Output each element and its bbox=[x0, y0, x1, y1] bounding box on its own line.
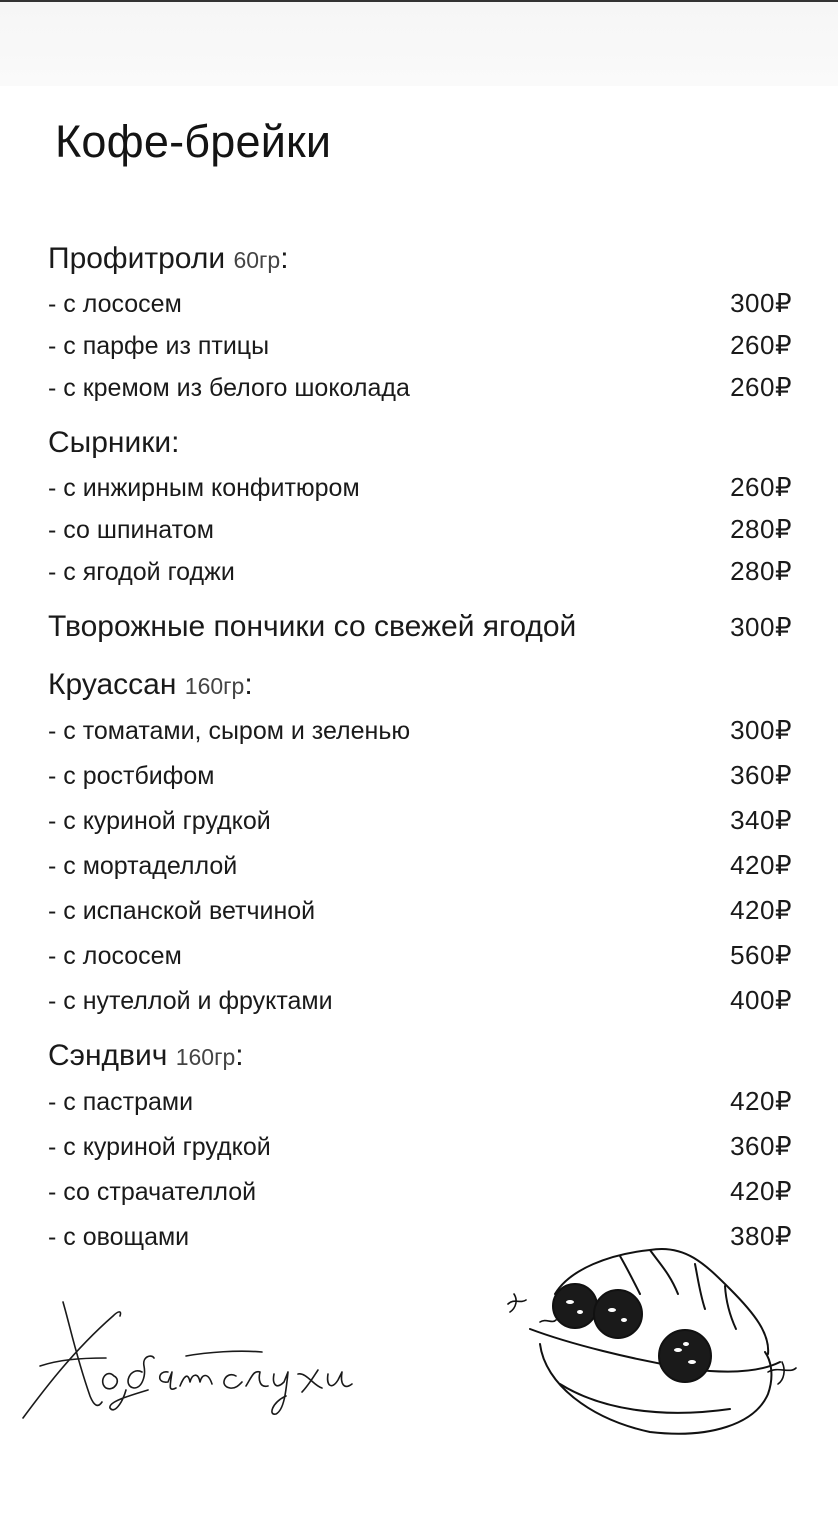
item-price: 300₽ bbox=[730, 612, 792, 642]
item-price: 360₽ bbox=[730, 1131, 792, 1161]
item-label: - с лососем bbox=[48, 290, 182, 318]
item-price: 260₽ bbox=[730, 472, 792, 502]
item-label: - со страчателлой bbox=[48, 1178, 257, 1206]
item-label: - с испанской ветчиной bbox=[48, 897, 316, 925]
item-price: 400₽ bbox=[730, 985, 792, 1015]
menu-item bbox=[48, 1169, 792, 1214]
section-heading bbox=[48, 662, 792, 708]
item-label: - с парфе из птицы bbox=[48, 332, 270, 360]
section-sandwich bbox=[48, 1033, 792, 1259]
section-weight: 60гр bbox=[233, 247, 281, 273]
signature-logo bbox=[18, 1296, 418, 1426]
menu-item bbox=[48, 282, 792, 324]
section-syrniki bbox=[48, 420, 792, 592]
section-suffix: : bbox=[235, 1039, 244, 1072]
section-title-wrap bbox=[48, 1033, 244, 1080]
menu-item bbox=[48, 933, 792, 978]
item-price: 260₽ bbox=[730, 372, 792, 402]
item-price: 300₽ bbox=[730, 288, 792, 318]
section-weight: 160гр bbox=[184, 673, 245, 699]
item-label: - с пастрами bbox=[48, 1088, 194, 1116]
item-price: 360₽ bbox=[730, 760, 792, 790]
menu-item bbox=[48, 888, 792, 933]
menu-item bbox=[48, 366, 792, 408]
item-label: - с куриной грудкой bbox=[48, 1133, 271, 1161]
menu-item bbox=[48, 708, 792, 753]
section-donuts bbox=[48, 604, 792, 650]
section-heading bbox=[48, 604, 792, 650]
item-price: 280₽ bbox=[730, 556, 792, 586]
section-title: Творожные пончики со свежей ягодой bbox=[48, 610, 577, 643]
item-label: - со шпинатом bbox=[48, 516, 214, 544]
menu-item bbox=[48, 753, 792, 798]
section-title: Круассан bbox=[48, 668, 177, 701]
croissant-sandwich-icon bbox=[500, 1234, 800, 1444]
menu-list bbox=[48, 236, 792, 1259]
menu-item bbox=[48, 798, 792, 843]
section-title-wrap bbox=[48, 662, 253, 709]
item-label: - с ягодой годжи bbox=[48, 558, 235, 586]
menu-item bbox=[48, 466, 792, 508]
menu-item bbox=[48, 324, 792, 366]
menu-item bbox=[48, 843, 792, 888]
item-price: 420₽ bbox=[730, 1176, 792, 1206]
section-heading bbox=[48, 1033, 792, 1079]
item-price: 420₽ bbox=[730, 895, 792, 925]
item-price: 420₽ bbox=[730, 1086, 792, 1116]
item-label: - с овощами bbox=[48, 1223, 190, 1251]
page-title: Кофе-брейки bbox=[55, 116, 332, 167]
item-price: 260₽ bbox=[730, 330, 792, 360]
top-band bbox=[0, 0, 838, 86]
section-heading bbox=[48, 236, 792, 282]
menu-item bbox=[48, 1079, 792, 1124]
section-suffix: : bbox=[280, 242, 289, 275]
menu-item bbox=[48, 978, 792, 1023]
item-price: 280₽ bbox=[730, 514, 792, 544]
item-label: - с инжирным конфитюром bbox=[48, 474, 360, 502]
section-croissant bbox=[48, 662, 792, 1023]
item-label: - с ростбифом bbox=[48, 762, 215, 790]
section-profiteroles bbox=[48, 236, 792, 408]
section-heading bbox=[48, 420, 792, 466]
item-label: - с кремом из белого шоколада bbox=[48, 374, 410, 402]
item-price: 380₽ bbox=[730, 1221, 792, 1251]
section-title-wrap bbox=[48, 236, 289, 283]
section-suffix: : bbox=[244, 668, 253, 701]
section-title: Профитроли bbox=[48, 242, 226, 275]
item-price: 300₽ bbox=[730, 715, 792, 745]
item-label: - с нутеллой и фруктами bbox=[48, 987, 333, 1015]
item-price: 340₽ bbox=[730, 805, 792, 835]
item-label: - с мортаделлой bbox=[48, 852, 238, 880]
menu-item bbox=[48, 550, 792, 592]
item-price: 420₽ bbox=[730, 850, 792, 880]
item-label: - с лососем bbox=[48, 942, 182, 970]
section-title: Сырники: bbox=[48, 426, 180, 459]
menu-item bbox=[48, 1124, 792, 1169]
item-label: - с томатами, сыром и зеленью bbox=[48, 717, 411, 745]
item-price: 560₽ bbox=[730, 940, 792, 970]
menu-item bbox=[48, 508, 792, 550]
item-label: - с куриной грудкой bbox=[48, 807, 271, 835]
section-weight: 160гр bbox=[175, 1044, 236, 1070]
section-title: Сэндвич bbox=[48, 1039, 168, 1072]
